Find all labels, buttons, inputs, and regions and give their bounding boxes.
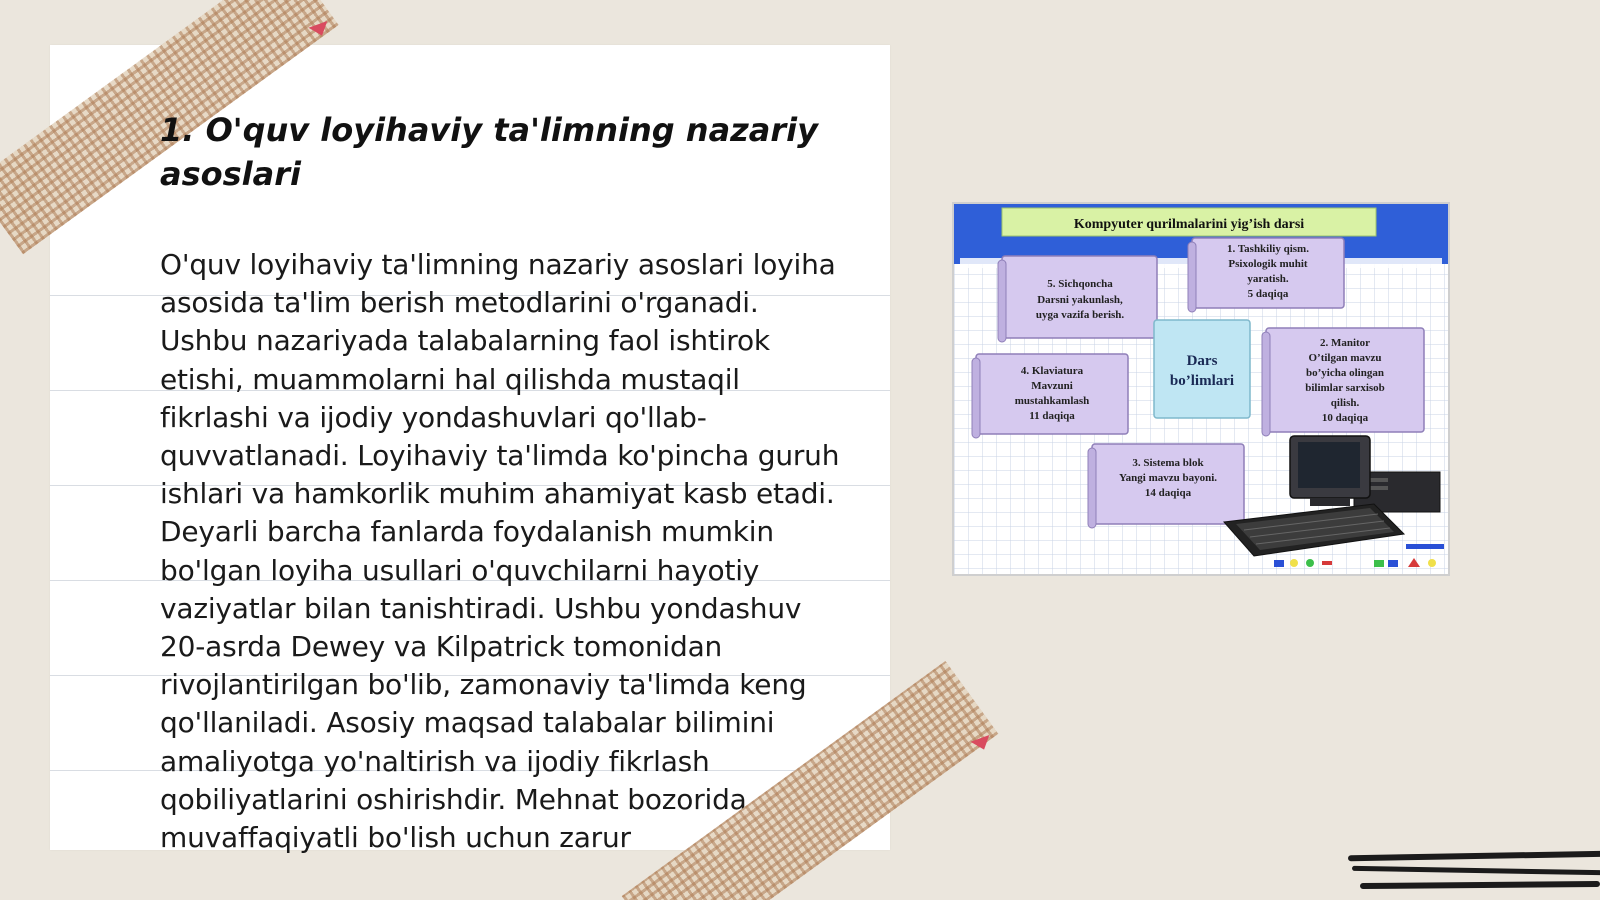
lesson-structure-diagram [954,204,1448,574]
card-line: 2. Manitor [1319,337,1371,349]
card-line: O’tilgan mavzu [1308,352,1382,364]
card-line: bilimlar sarxisob [1305,382,1385,394]
brush-stroke [1352,866,1600,875]
card-line: 3. Sistema blok [1132,457,1204,469]
brush-stroke [1360,881,1600,889]
card-line: Psixologik muhit [1228,258,1308,270]
card-klaviatura [972,354,1128,438]
card-line: 14 daqiqa [1144,487,1192,499]
card-line: 1. Tashkiliy qism. [1227,243,1309,255]
card-line: 5. Sichqoncha [1047,278,1113,290]
card-line: bo’yicha olingan [1306,367,1384,379]
card-line: mustahkamlash [1014,395,1090,407]
card-line: Darsni yakunlash, [1037,294,1123,306]
card-line: 4. Klaviatura [1020,365,1084,377]
brush-stroke [1348,851,1600,862]
card-sichqoncha [998,256,1157,342]
card-tashkiliy-qism [1188,238,1344,312]
card-line: 5 daqiqa [1247,288,1289,300]
center-line: bo’limlari [1169,373,1235,389]
figure-title: Kompyuter qurilmalarini yig’ish darsi [1073,217,1305,232]
card-dars-bolimlari [1154,320,1250,418]
card-line: Yangi mavzu bayoni. [1118,472,1218,484]
card-manitor [1262,328,1424,436]
card-line: Mavzuni [1031,380,1073,392]
card-sistema-blok [1088,444,1244,528]
card-line: yaratish. [1247,273,1289,285]
body-paragraph: O'quv loyihaviy ta'limning nazariy asoslari loyiha asosida ta'lim berish metodlarini o'rganadi. Ushbu nazariyada talabalarning faol ishtirok etishi, muammolarni hal qilishda mustaqil fikrlashi va ijodiy yondashuvlari qo'llab-quvvatlanadi. Loyihaviy ta'limda ko'pincha guruh ishlari va hamkorlik muhim ahamiyat kasb etadi. Deyarli barcha fanlarda foydalanish mumkin bo'lgan loyiha usullari o'quvchilarni hayotiy vaziyatlar bilan tanishtiradi. Ushbu yondashuv 20-asrda Dewey va Kilpatrick tomonidan rivojlantirilgan bo'lib, zamonaviy ta'limda keng qo'llaniladi. Asosiy maqsad talabalar bilimini amaliyotga yo'naltirish va ijodiy fikrlash qobiliyatlarini oshirishdir. Mehnat bozorida muvaffaqiyatli bo'lish uchun zarur [160,248,840,855]
card-line: qilish. [1330,397,1360,409]
center-line: Dars [1186,353,1218,369]
card-line: 10 daqiqa [1321,412,1369,424]
card-line: 11 daqiqa [1029,410,1075,422]
page-title: 1. O'quv loyihaviy ta'limning nazariy asoslari [160,111,818,193]
card-line: uyga vazifa berish. [1035,309,1125,321]
lesson-structure-figure [952,202,1450,576]
